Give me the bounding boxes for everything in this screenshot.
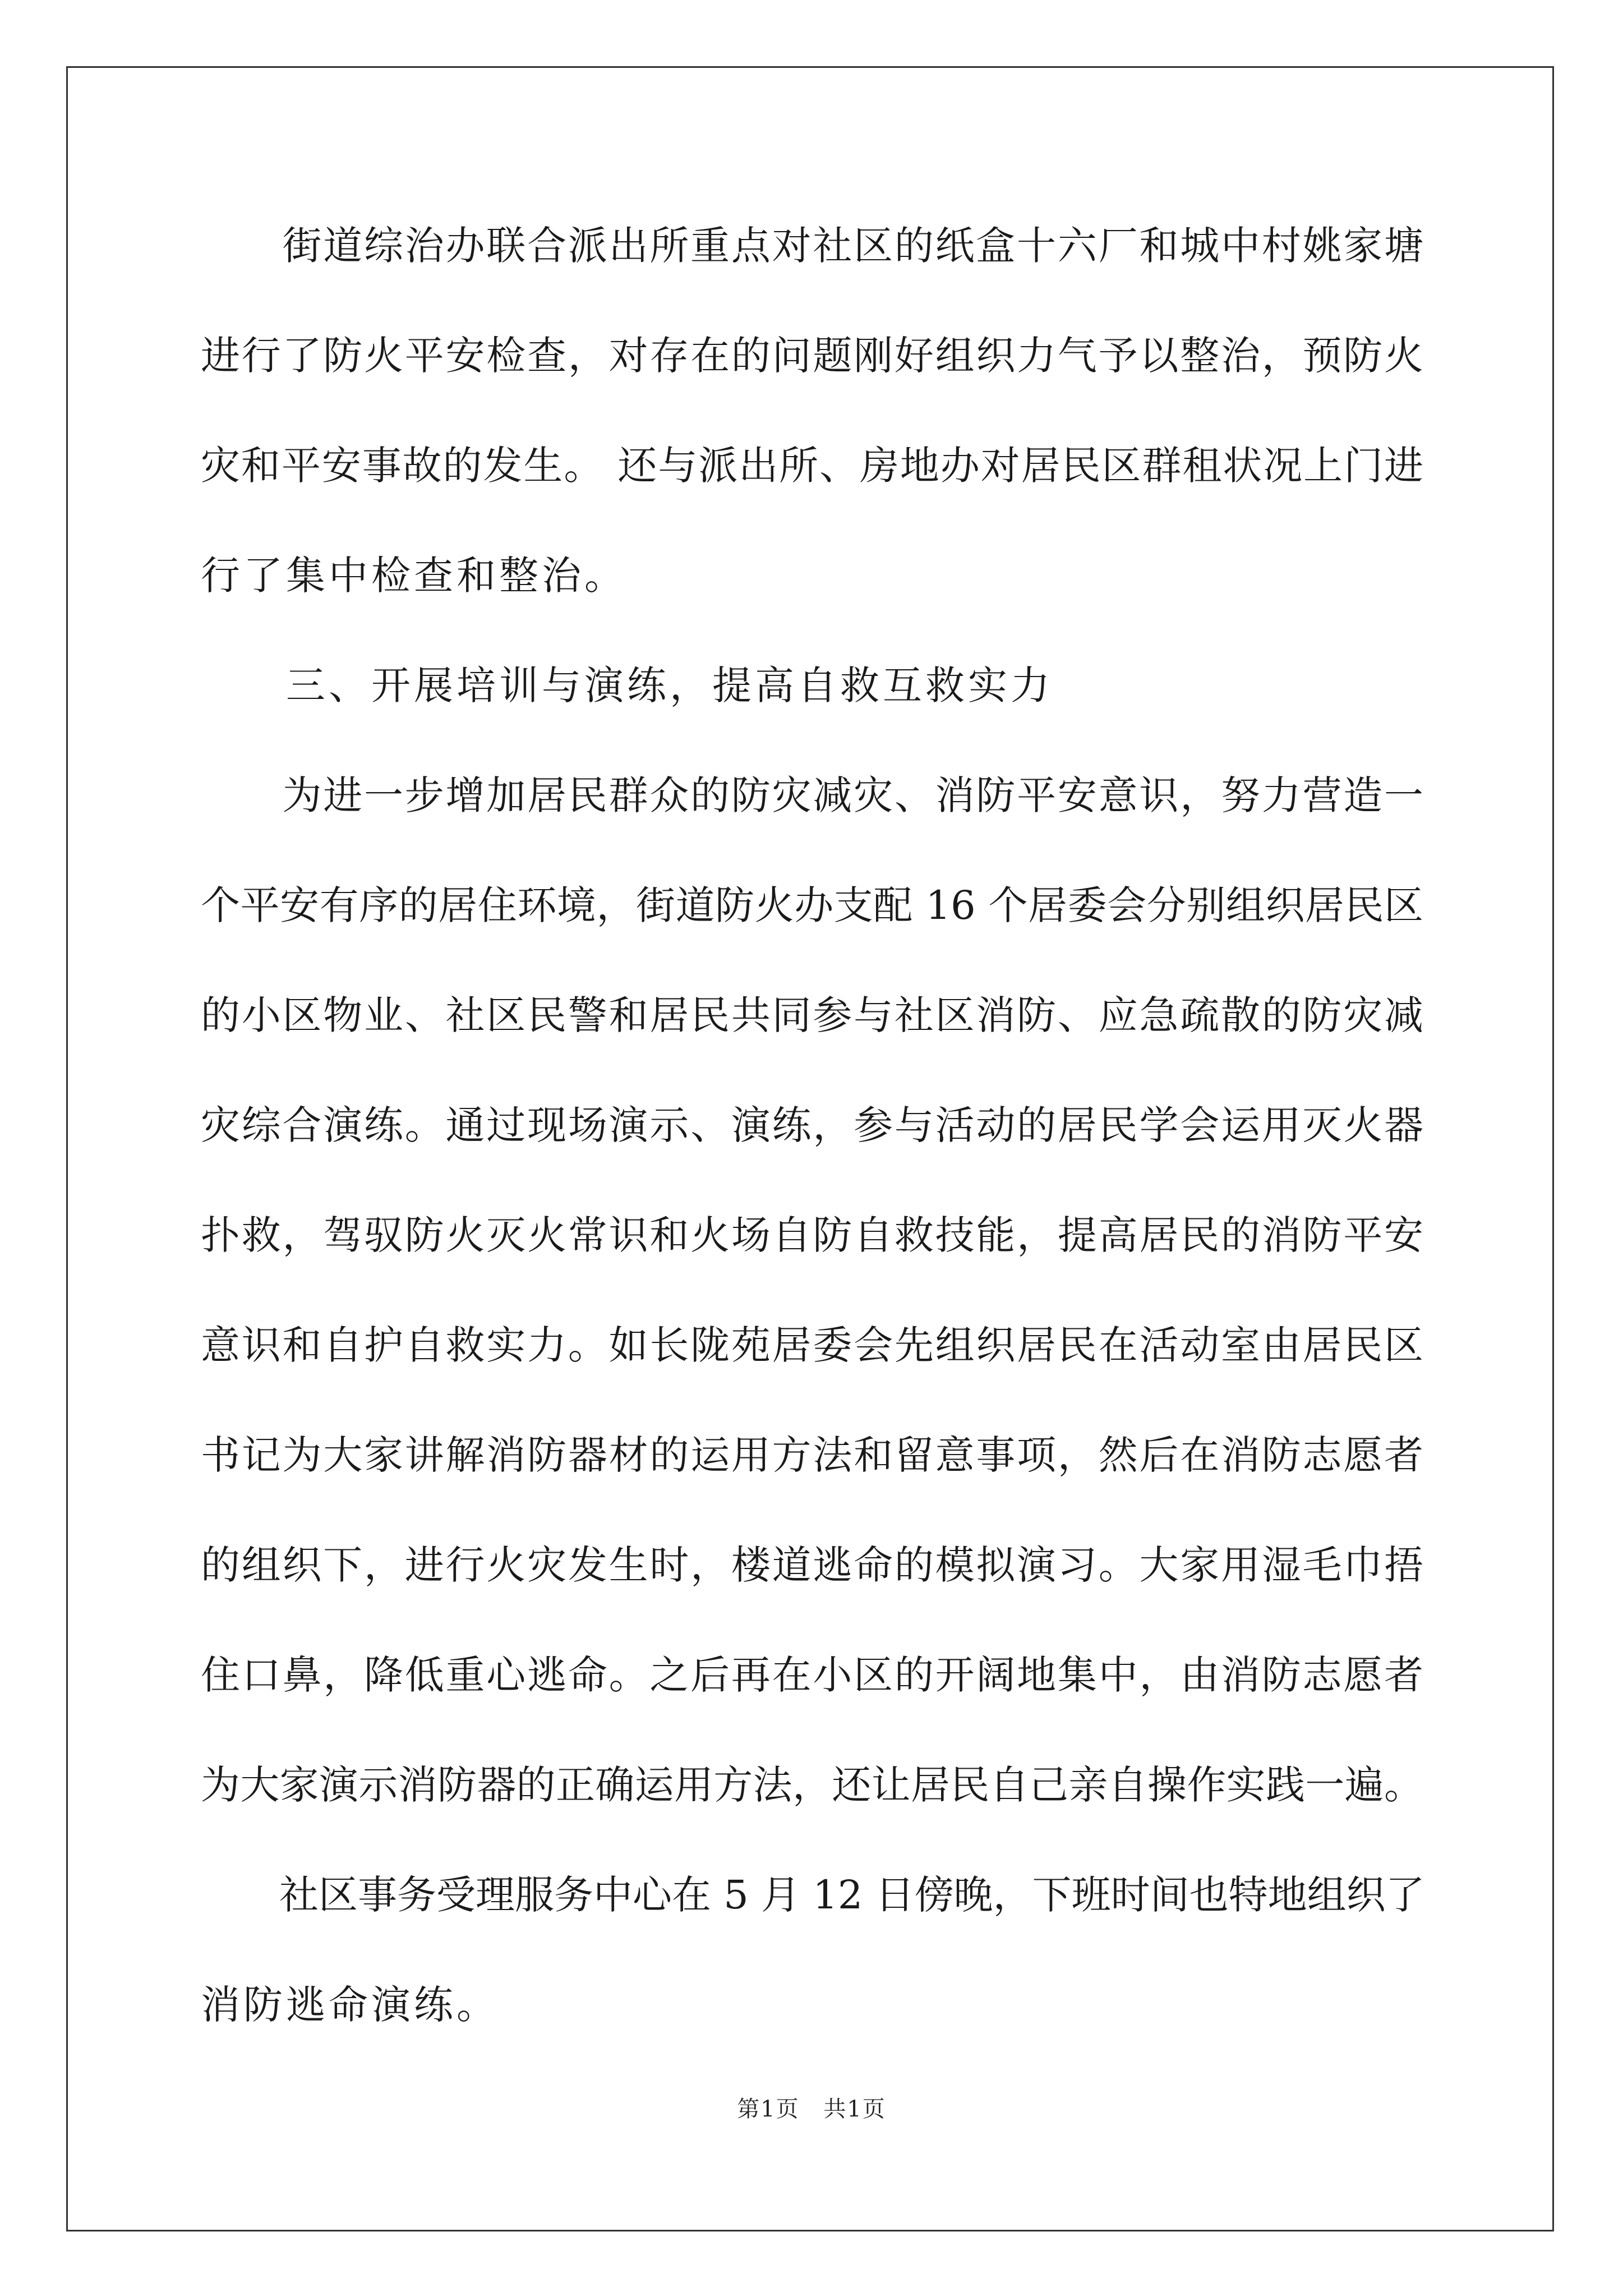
- text-line: 灾和平安事故的发生。 还与派出所、房地办对居民区群租状况上门进: [201, 443, 1423, 489]
- text-line: 个平安有序的居住环境，街道防火办支配 16 个居委会分别组织居民区: [201, 882, 1423, 928]
- text-line: 的组织下，进行火灾发生时，楼道逃命的模拟演习。大家用湿毛巾捂: [201, 1542, 1423, 1588]
- text-line: 为进一步增加居民群众的防灾减灾、消防平安意识，努力营造一: [201, 772, 1423, 818]
- text-line: 住口鼻，降低重心逃命。之后再在小区的开阔地集中，由消防志愿者: [201, 1652, 1423, 1698]
- section-heading: 三、开展培训与演练，提高自救互救实力: [201, 662, 1053, 708]
- text-line: 进行了防火平安检查，对存在的问题刚好组织力气予以整治，预防火: [201, 333, 1423, 379]
- text-line: 为大家演示消防器的正确运用方法，还让居民自己亲自操作实践一遍。: [201, 1762, 1423, 1808]
- text-line: 街道综治办联合派出所重点对社区的纸盒十六厂和城中村姚家塘: [201, 223, 1423, 269]
- text-line: 灾综合演练。通过现场演示、演练，参与活动的居民学会运用灭火器: [201, 1102, 1423, 1148]
- text-line: 消防逃命演练。: [201, 1982, 499, 2028]
- text-line: 书记为大家讲解消防器材的运用方法和留意事项，然后在消防志愿者: [201, 1432, 1423, 1478]
- text-line: 扑救，驾驭防火灭火常识和火场自防自救技能，提高居民的消防平安: [201, 1212, 1423, 1258]
- text-line: 的小区物业、社区民警和居民共同参与社区消防、应急疏散的防灾减: [201, 992, 1423, 1038]
- text-line: 行了集中检查和整治。: [201, 553, 627, 599]
- text-line: 社区事务受理服务中心在 5 月 12 日傍晚，下班时间也特地组织了: [201, 1872, 1425, 1918]
- text-line: 意识和自护自救实力。如长陇苑居委会先组织居民在活动室由居民区: [201, 1322, 1423, 1368]
- page-total: 共1页: [823, 2096, 886, 2122]
- page-number: 第1页: [737, 2096, 800, 2122]
- page-footer: [0, 2092, 1623, 2126]
